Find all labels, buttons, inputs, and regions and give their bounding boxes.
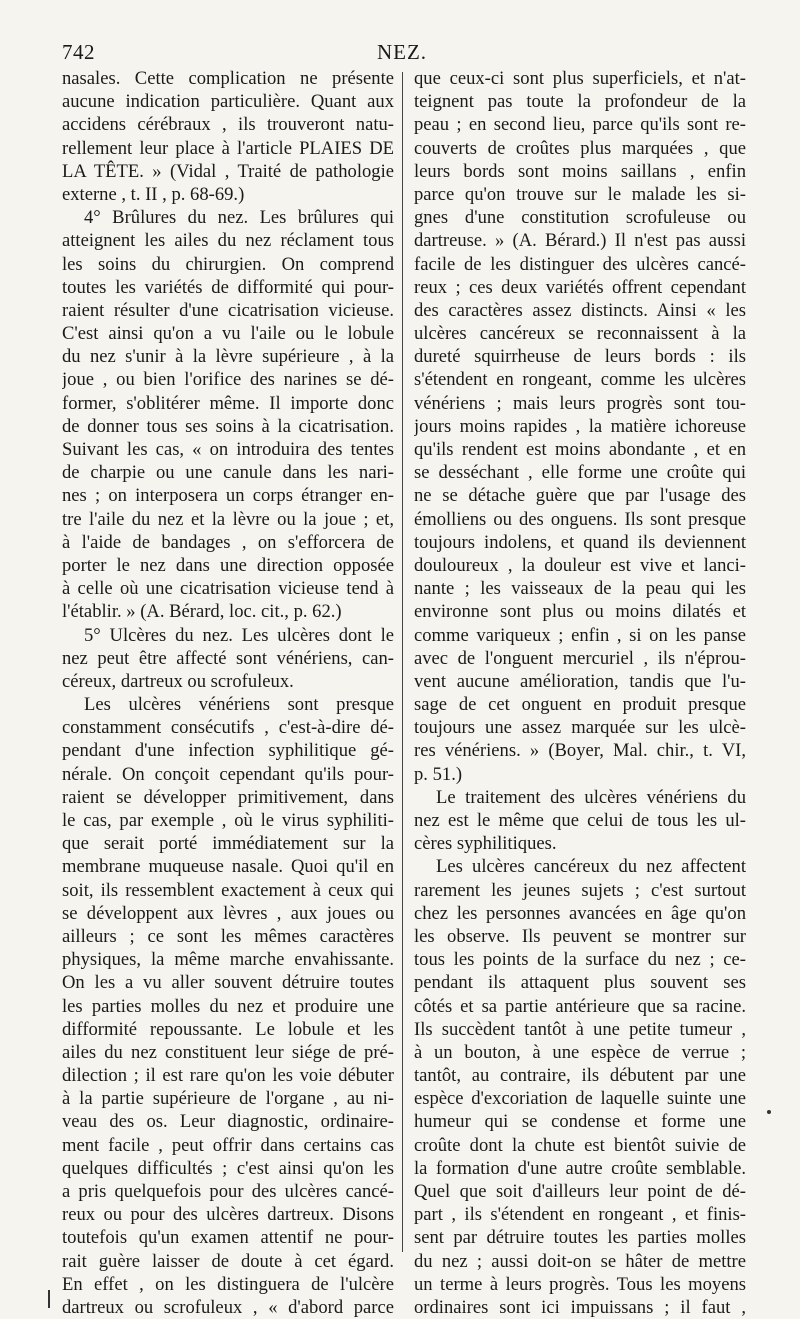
text-line: ordinaires sont ici impuissans ; il faut , — [414, 1296, 746, 1318]
text-line: qu'ils rendent est moins abondante , et en — [414, 439, 746, 460]
text-line: toutes les variétés de difformité qui pour- — [62, 276, 394, 298]
text-line: espèce d'excoriation de laquelle suinte une — [414, 1088, 746, 1110]
text-line: teignent pas toute la profondeur de la — [414, 91, 746, 113]
text-line: a pris quelquefois pour des ulcères cancé- — [62, 1181, 394, 1202]
text-line: environne sont plus ou moins dilatés et — [414, 601, 746, 623]
text-line: vent aucune amélioration, tandis que l'u- — [414, 670, 746, 692]
text-line: vénériens ; mais leurs progrès sont tou- — [414, 392, 746, 414]
text-line: dureté squirrheuse de leurs bords : ils — [414, 346, 746, 368]
text-line: dilection ; il est rare qu'on les voie débuter — [62, 1065, 394, 1087]
text-line: nante ; les vaisseaux de la peau qui les — [414, 578, 746, 600]
text-line: tantôt, au contraire, ils débutent par une — [414, 1065, 746, 1087]
text-line: jours moins rapides , la matière ichoreuse — [414, 415, 746, 437]
text-line: Suivant les cas, « on introduira des tentes — [62, 439, 394, 460]
text-line: les parties molles du nez et produire une — [62, 995, 394, 1017]
text-line: croûte dont la chute est bientôt suivie de — [414, 1134, 746, 1156]
text-line: reux ; ces deux variétés offrent cependant — [414, 276, 746, 298]
text-line: les observe. Ils peuvent se montrer sur — [414, 925, 746, 947]
text-line: les soins du chirurgien. On comprend — [62, 253, 394, 275]
text-line: parce qu'on trouve sur le malade les si- — [414, 183, 746, 205]
text-line: 4° Brûlures du nez. Les brûlures qui — [84, 207, 394, 229]
text-line: ment facile , peut offrir dans certains cas — [62, 1134, 394, 1156]
text-line: ailleurs ; ce sont les mêmes caractères — [62, 925, 394, 947]
text-line: ailes du nez constituent leur siége de pré- — [62, 1041, 394, 1063]
text-line: former, s'oblitérer même. Il importe donc — [62, 392, 394, 414]
margin-mark — [48, 1290, 50, 1308]
text-line: joue , ou bien l'orifice des narines se dé- — [62, 369, 394, 391]
text-line: nez peut être affecté sont vénériens, can- — [62, 647, 394, 669]
text-line: dartreuse. » (A. Bérard.) Il n'est pas aussi — [414, 230, 746, 252]
text-line: dartreux ou scrofuleux , « d'abord parce — [62, 1296, 394, 1318]
text-line: toujours une assez marquée sur les ulcè- — [414, 717, 746, 739]
text-line: des caractères assez distincts. Ainsi « les — [414, 299, 746, 321]
text-line: côtés et sa partie antérieure que sa racine. — [414, 995, 746, 1017]
text-line: quelques difficultés ; c'est ainsi qu'on les — [62, 1157, 394, 1179]
text-line: En effet , on les distinguera de l'ulcère — [62, 1273, 394, 1295]
text-line: Ils succèdent tantôt à une petite tumeur , — [414, 1018, 746, 1040]
text-line: pendant ils attaquent plus souvent ses — [414, 972, 746, 994]
text-line: céreux, dartreux ou scrofuleux. — [62, 670, 294, 692]
text-line: rait guère laisser de doute à cet égard. — [62, 1250, 394, 1272]
text-line: Quel que soit d'ailleurs leur point de dé- — [414, 1181, 746, 1202]
text-line: à l'aide de bandages , on s'efforcera de — [62, 531, 394, 553]
text-line: cères syphilitiques. — [414, 833, 557, 855]
text-line: C'est ainsi qu'on a vu l'aile ou le lobule — [62, 323, 394, 345]
text-line: porter le nez dans une direction opposée — [62, 554, 394, 576]
text-line: p. 51.) — [414, 763, 463, 785]
text-line: peau ; en second lieu, parce qu'ils sont re- — [414, 114, 746, 136]
text-line: difformité repoussante. Le lobule et les — [62, 1018, 394, 1040]
text-line: raient se développer primitivement, dans — [62, 786, 394, 808]
text-line: tous les points de la surface du nez ; ce- — [414, 949, 746, 971]
text-line: chez les personnes avancées en âge qu'on — [414, 902, 746, 924]
text-line: de donner tous ses soins à la cicatrisation. — [62, 415, 394, 437]
page-header — [62, 40, 742, 70]
text-line: se desséchant , elle forme une croûte qui — [414, 462, 746, 484]
text-line: soit, ils ressemblent exactement à ceux qui — [62, 879, 394, 901]
text-line: accidens cérébraux , ils trouveront natu- — [62, 114, 394, 136]
text-line: gnes d'une constitution scrofuleuse ou — [414, 207, 746, 229]
margin-dot — [767, 1110, 771, 1114]
text-line: LA TÊTE. » (Vidal , Traité de pathologie — [62, 160, 394, 182]
text-line: rarement les jeunes sujets ; c'est surtout — [414, 879, 746, 901]
text-line: que serait porté immédiatement sur la — [62, 833, 394, 855]
text-line: avec de l'onguent mercuriel , ils n'éprou- — [414, 647, 746, 669]
text-line: du nez s'unir à la lèvre supérieure , à la — [62, 346, 394, 368]
running-head: NEZ. — [376, 40, 428, 64]
text-line: que ceux-ci sont plus superficiels, et n'at- — [414, 68, 746, 89]
text-line: 5° Ulcères du nez. Les ulcères dont le — [84, 624, 394, 646]
column-divider — [402, 72, 403, 1252]
text-line: émolliens ou des onguens. Ils sont presque — [414, 508, 746, 530]
text-line: le cas, par exemple , où le virus syphiliti- — [62, 810, 394, 831]
text-line: leurs bords sont moins saillans , enfin — [414, 160, 746, 182]
text-line: du nez ; aussi doit-on se hâter de mettre — [414, 1250, 746, 1272]
text-line: de charpie ou une canule dans les nari- — [62, 462, 394, 484]
text-line: part , ils s'étendent en rongeant , et finis- — [414, 1204, 746, 1226]
text-line: toujours indolens, et quand ils deviennent — [414, 531, 746, 553]
text-line: On les a vu aller souvent détruire toutes — [62, 972, 394, 994]
text-line: Les ulcères vénériens sont presque — [84, 694, 394, 716]
text-line: couverts de croûtes plus marquées , que — [414, 137, 746, 159]
text-line: raient résulter d'une cicatrisation vicieuse. — [62, 299, 394, 321]
text-line: humeur qui se condense et forme une — [414, 1111, 746, 1133]
text-line: veau des os. Leur diagnostic, ordinaire- — [62, 1111, 394, 1133]
right-column — [414, 67, 746, 1319]
text-line: sage de cet onguent en produit presque — [414, 694, 746, 716]
text-line: à un bouton, à une espèce de verrue ; — [414, 1041, 746, 1063]
text-line: atteignent les ailes du nez réclament tous — [62, 230, 394, 252]
text-line: s'étendent en rongeant, comme les ulcères — [414, 369, 746, 391]
text-line: douloureux , la douleur est vive et lanci- — [414, 554, 746, 576]
text-line: facile de les distinguer des ulcères cancé- — [414, 253, 746, 275]
text-line: ne se détache guère que par l'usage des — [414, 485, 746, 507]
text-line: membrane muqueuse nasale. Quoi qu'il en — [62, 856, 394, 878]
text-line: nérale. On conçoit cependant qu'ils pour- — [62, 763, 394, 785]
text-line: aucune indication particulière. Quant aux — [62, 91, 394, 113]
text-line: Les ulcères cancéreux du nez affectent — [436, 856, 746, 878]
text-line: un terme à leurs progrès. Tous les moyens — [414, 1273, 746, 1295]
text-line: nez est le même que celui de tous les ul- — [414, 810, 746, 831]
text-line: res vénériens. » (Boyer, Mal. chir., t. VI, — [414, 740, 746, 762]
page-number: 742 — [62, 40, 95, 64]
text-line: externe , t. II , p. 68-69.) — [62, 183, 245, 205]
text-line: physiques, la même marche envahissante. — [62, 949, 394, 971]
text-line: Le traitement des ulcères vénériens du — [436, 786, 746, 808]
text-line: à celle où une cicatrisation vicieuse tend à — [62, 578, 394, 600]
text-line: l'établir. » (A. Bérard, loc. cit., p. 62.) — [62, 601, 342, 623]
text-line: toutefois qu'un examen attentif ne pour- — [62, 1227, 394, 1249]
text-line: pendant d'une infection syphilitique gé- — [62, 740, 394, 762]
text-line: la formation d'une autre croûte semblable. — [414, 1157, 746, 1179]
text-line: constamment consécutifs , c'est-à-dire dé- — [62, 717, 394, 739]
text-line: à la partie supérieure de l'organe , au ni- — [62, 1088, 394, 1110]
text-line: ulcères cancéreux se reconnaissent à la — [414, 323, 746, 345]
text-line: sent par détruire toutes les parties molles — [414, 1227, 746, 1249]
text-line: tre l'aile du nez et la lèvre ou la joue ; et, — [62, 508, 394, 530]
left-column — [62, 67, 394, 1319]
text-line: rellement leur place à l'article PLAIES DE — [62, 137, 394, 159]
text-line: reux ou pour des ulcères dartreux. Disons — [62, 1204, 394, 1226]
text-line: nasales. Cette complication ne présente — [62, 68, 394, 89]
text-line: comme variqueux ; enfin , si on les panse — [414, 624, 746, 646]
text-line: se développent aux lèvres , aux joues ou — [62, 902, 394, 924]
text-line: nes ; on interposera un corps étranger en- — [62, 485, 394, 507]
